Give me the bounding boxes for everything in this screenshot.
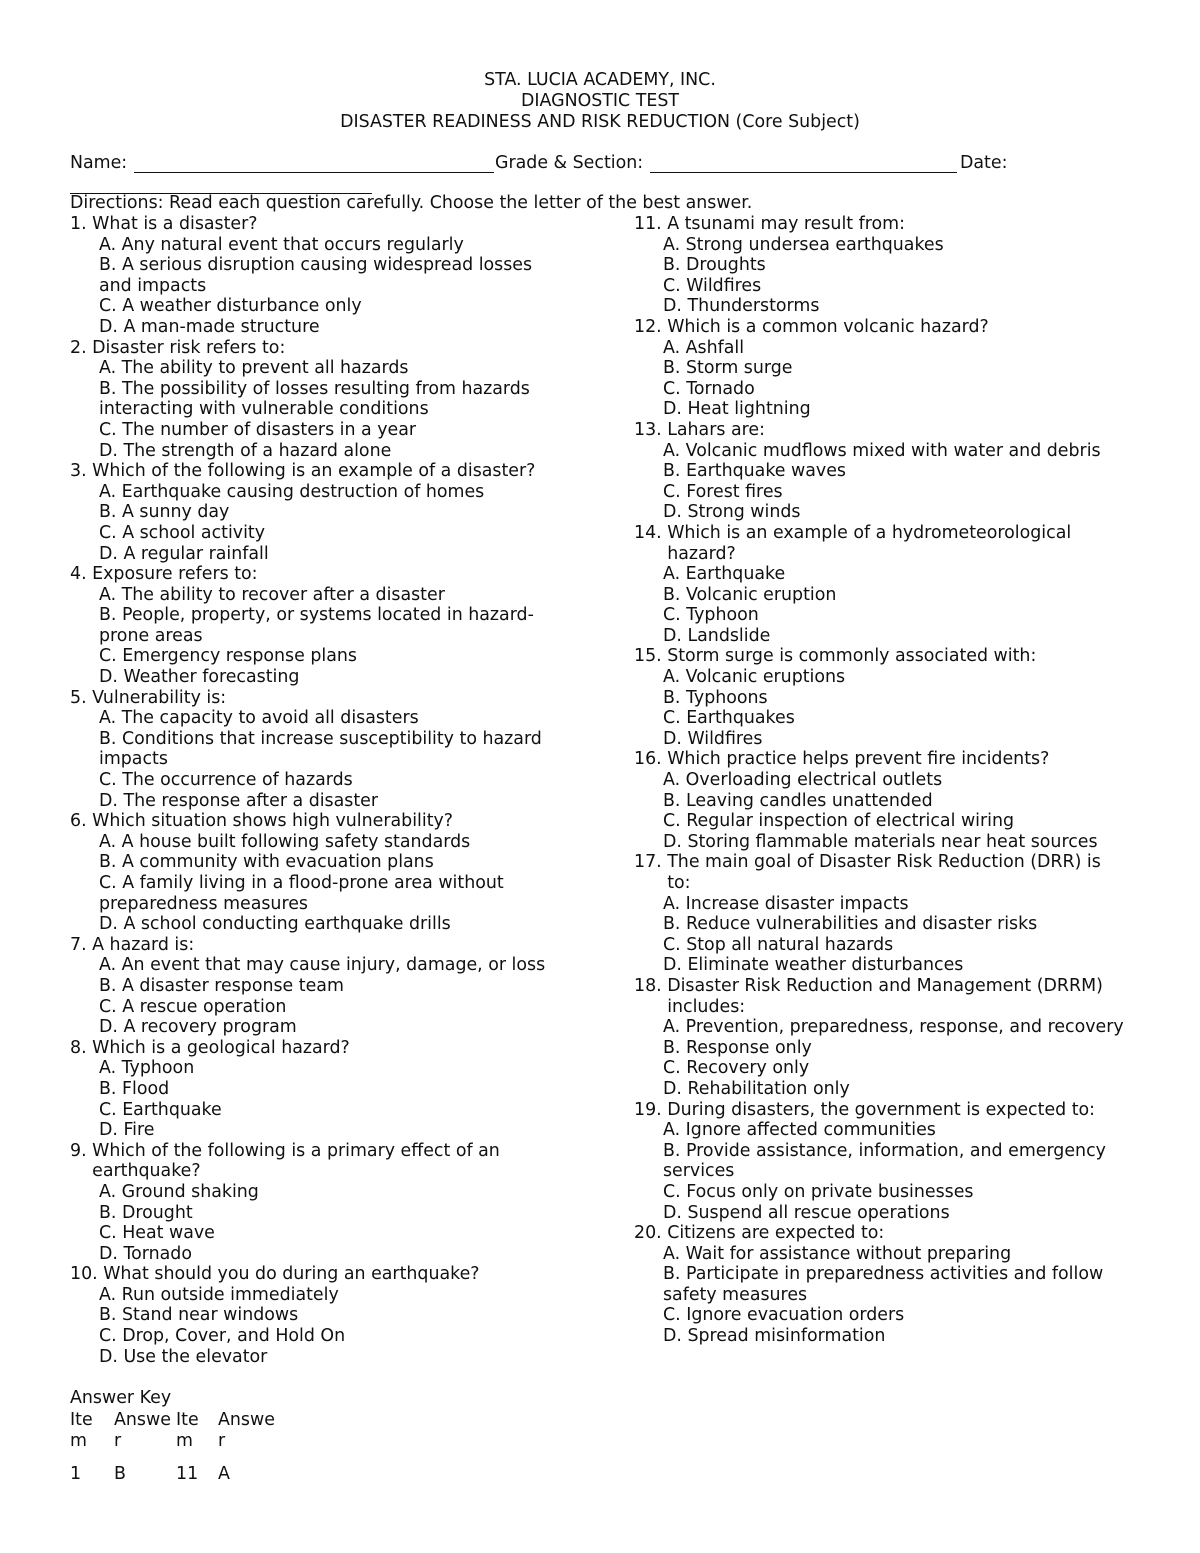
question-text: What is a disaster? bbox=[92, 214, 258, 234]
question-text: Which is a common volcanic hazard? bbox=[667, 316, 989, 337]
question-stem-row bbox=[634, 317, 1124, 338]
question-stem-row bbox=[634, 976, 1124, 1017]
question-text: Citizens are expected to: bbox=[667, 1223, 885, 1244]
question-text: During disasters, the government is expected to: bbox=[667, 1099, 1096, 1120]
date-label: Date: bbox=[960, 153, 1008, 173]
answer-option: B. Flood bbox=[99, 1078, 170, 1099]
answer-option: D. Weather forecasting bbox=[99, 667, 300, 688]
question-item bbox=[634, 852, 1124, 976]
answer-option: B. Reduce vulnerabilities and disaster risks bbox=[663, 914, 1038, 935]
answer-option: D. Fire bbox=[99, 1120, 155, 1141]
question-number: 18. bbox=[634, 975, 668, 996]
answer-option: C. A family living in a flood-prone area without preparedness measures bbox=[99, 873, 504, 914]
question-item bbox=[70, 1038, 560, 1141]
question-item bbox=[70, 214, 560, 338]
answer-option: C. Heat wave bbox=[99, 1223, 215, 1244]
answer-option: A. Ignore affected communities bbox=[663, 1120, 936, 1141]
question-text: Disaster Risk Reduction and Management (DRRM) includes: bbox=[667, 975, 1103, 1017]
question-number: 17. bbox=[634, 852, 668, 873]
answer-option: B. Participate in preparedness activities and follow safety measures bbox=[663, 1264, 1104, 1305]
question-text: A tsunami may result from: bbox=[667, 214, 905, 234]
question-number: 9. bbox=[70, 1140, 93, 1161]
questions-column-right bbox=[634, 214, 1124, 1347]
answer-option: A. A house built following safety standards bbox=[99, 831, 471, 852]
answer-option: D. Wildfires bbox=[663, 728, 763, 749]
answer-option: C. Emergency response plans bbox=[99, 646, 357, 667]
question-item bbox=[634, 1100, 1124, 1224]
question-item bbox=[70, 461, 560, 564]
question-number: 10. bbox=[70, 1264, 104, 1285]
answer-option: D. A school conducting earthquake drills bbox=[99, 914, 451, 935]
question-stem-row bbox=[634, 420, 1124, 441]
answer-option: A. Wait for assistance without preparing bbox=[663, 1243, 1012, 1264]
answer-option: A. Any natural event that occurs regularly bbox=[99, 234, 464, 255]
question-number: 4. bbox=[70, 564, 93, 585]
question-item bbox=[634, 317, 1124, 420]
question-text: Which of the following is an example of a disaster? bbox=[92, 461, 536, 482]
answer-option: B. Conditions that increase susceptibility to hazard impacts bbox=[99, 728, 542, 770]
answer-option: D. Storing flammable materials near heat sources bbox=[663, 831, 1098, 852]
name-label: Name: bbox=[70, 153, 128, 173]
answer-key-title: Answer Key bbox=[70, 1388, 172, 1408]
answer-option: C. The number of disasters in a year bbox=[99, 419, 417, 440]
question-item bbox=[70, 564, 560, 688]
answer-option: B. Earthquake waves bbox=[663, 461, 846, 482]
test-title: DIAGNOSTIC TEST bbox=[520, 91, 680, 111]
grade-section-label: Grade & Section: bbox=[495, 153, 644, 173]
answer-option: A. Typhoon bbox=[99, 1058, 195, 1079]
answer-option: D. Use the elevator bbox=[99, 1346, 268, 1367]
question-stem-row bbox=[634, 523, 1124, 564]
question-number: 11. bbox=[634, 214, 668, 234]
answer-key-header: Ite m bbox=[176, 1410, 199, 1451]
question-text: A hazard is: bbox=[92, 934, 195, 955]
question-stem-row bbox=[634, 646, 1124, 667]
answer-option: D. Rehabilitation only bbox=[663, 1078, 850, 1099]
question-text: Lahars are: bbox=[667, 419, 765, 440]
question-item bbox=[634, 1223, 1124, 1347]
answer-option: D. Tornado bbox=[99, 1243, 192, 1264]
question-number: 12. bbox=[634, 316, 668, 337]
answer-option: D. Landslide bbox=[663, 625, 771, 646]
answer-option: D. The strength of a hazard alone bbox=[99, 440, 392, 461]
question-number: 14. bbox=[634, 522, 668, 543]
answer-option: B. Drought bbox=[99, 1202, 193, 1223]
question-text: The main goal of Disaster Risk Reduction (DRR) is to: bbox=[667, 852, 1101, 893]
question-stem-row bbox=[70, 688, 560, 709]
question-number: 16. bbox=[634, 749, 668, 770]
question-text: Which practice helps prevent fire incidents? bbox=[667, 749, 1050, 770]
answer-option: A. The capacity to avoid all disasters bbox=[99, 708, 419, 729]
question-stem-row bbox=[634, 1223, 1124, 1244]
answer-option: D. The response after a disaster bbox=[99, 790, 379, 811]
answer-option: C. Stop all natural hazards bbox=[663, 934, 894, 955]
question-text: What should you do during an earthquake? bbox=[103, 1264, 480, 1285]
question-stem-row bbox=[634, 749, 1124, 770]
answer-option: C. Recovery only bbox=[663, 1058, 810, 1079]
question-number: 19. bbox=[634, 1099, 668, 1120]
answer-option: C. A weather disturbance only bbox=[99, 296, 362, 317]
answer-key-cell: 1 bbox=[70, 1464, 82, 1484]
answer-option: C. Ignore evacuation orders bbox=[663, 1305, 905, 1326]
question-stem-row bbox=[70, 338, 560, 359]
question-stem-row bbox=[70, 461, 560, 482]
question-stem-row bbox=[70, 1264, 560, 1285]
answer-option: C. Typhoon bbox=[663, 605, 759, 626]
answer-option: C. Earthquake bbox=[99, 1099, 222, 1120]
question-stem-row bbox=[70, 1141, 560, 1182]
question-number: 3. bbox=[70, 461, 93, 482]
question-stem-row bbox=[70, 1038, 560, 1059]
answer-option: C. The occurrence of hazards bbox=[99, 770, 353, 791]
question-item bbox=[70, 811, 560, 935]
answer-option: A. Prevention, preparedness, response, and recovery bbox=[663, 1017, 1124, 1038]
answer-option: B. A sunny day bbox=[99, 502, 230, 523]
questions-column-left bbox=[70, 214, 560, 1367]
grade-section-blank[interactable] bbox=[650, 172, 957, 173]
answer-option: A. An event that may cause injury, damage, or loss bbox=[99, 955, 546, 976]
question-text: Which is a geological hazard? bbox=[92, 1037, 350, 1058]
question-stem-row bbox=[634, 1100, 1124, 1121]
answer-option: C. Regular inspection of electrical wiring bbox=[663, 811, 1015, 832]
answer-option: B. Volcanic eruption bbox=[663, 584, 837, 605]
answer-option: B. Stand near windows bbox=[99, 1305, 299, 1326]
answer-option: A. Ground shaking bbox=[99, 1181, 259, 1202]
answer-option: C. Wildfires bbox=[663, 275, 762, 296]
answer-option: A. Overloading electrical outlets bbox=[663, 770, 943, 791]
answer-option: C. Earthquakes bbox=[663, 708, 795, 729]
question-item bbox=[70, 1264, 560, 1367]
question-stem-row bbox=[634, 214, 1124, 235]
answer-key-header: Answe r bbox=[114, 1410, 171, 1451]
answer-option: D. A man-made structure bbox=[99, 316, 320, 337]
question-item bbox=[70, 338, 560, 462]
answer-option: D. Suspend all rescue operations bbox=[663, 1202, 950, 1223]
student-info-line bbox=[70, 152, 1130, 174]
question-stem-row bbox=[70, 935, 560, 956]
answer-option: A. The ability to prevent all hazards bbox=[99, 358, 409, 379]
answer-option: B. Provide assistance, information, and emergency services bbox=[663, 1140, 1106, 1182]
question-stem-row bbox=[634, 852, 1124, 893]
question-item bbox=[634, 749, 1124, 852]
answer-key-cell: B bbox=[114, 1464, 126, 1484]
answer-option: D. Heat lightning bbox=[663, 399, 811, 420]
answer-option: B. The possibility of losses resulting from hazards interacting with vulnerable conditions bbox=[99, 378, 530, 420]
answer-key-header: Ite m bbox=[70, 1410, 93, 1451]
answer-option: C. Focus only on private businesses bbox=[663, 1181, 974, 1202]
answer-option: B. A disaster response team bbox=[99, 975, 344, 996]
question-item bbox=[634, 523, 1124, 647]
answer-option: A. Volcanic mudflows mixed with water and debris bbox=[663, 440, 1101, 461]
answer-option: B. A serious disruption causing widespread losses and impacts bbox=[99, 255, 533, 296]
question-number: 5. bbox=[70, 687, 93, 708]
answer-option: A. Volcanic eruptions bbox=[663, 667, 846, 688]
answer-option: D. Thunderstorms bbox=[663, 296, 820, 317]
question-number: 7. bbox=[70, 934, 93, 955]
answer-option: B. Droughts bbox=[663, 255, 766, 276]
answer-option: A. Increase disaster impacts bbox=[663, 893, 909, 914]
answer-key-table bbox=[70, 1409, 330, 1489]
question-item bbox=[634, 976, 1124, 1100]
answer-option: B. Response only bbox=[663, 1037, 812, 1058]
question-item bbox=[70, 1141, 560, 1265]
subject-title: DISASTER READINESS AND RISK REDUCTION (Core Subject) bbox=[340, 112, 860, 132]
question-text: Which is an example of a hydrometeorological hazard? bbox=[667, 522, 1072, 564]
question-text: Vulnerability is: bbox=[92, 687, 227, 708]
question-stem-row bbox=[70, 811, 560, 832]
school-name: STA. LUCIA ACADEMY, INC. bbox=[484, 70, 716, 90]
question-stem-row bbox=[70, 564, 560, 585]
document-header bbox=[70, 70, 1130, 133]
answer-option: A. Ashfall bbox=[663, 337, 745, 358]
question-stem-row bbox=[70, 214, 560, 235]
question-text: Which of the following is a primary effect of an earthquake? bbox=[92, 1140, 500, 1182]
question-text: Storm surge is commonly associated with: bbox=[667, 646, 1037, 667]
question-number: 20. bbox=[634, 1223, 668, 1244]
answer-option: C. Drop, Cover, and Hold On bbox=[99, 1326, 346, 1347]
question-item bbox=[634, 646, 1124, 749]
answer-option: D. Spread misinformation bbox=[663, 1326, 886, 1347]
answer-option: B. Leaving candles unattended bbox=[663, 790, 933, 811]
answer-option: C. Tornado bbox=[663, 378, 755, 399]
question-number: 2. bbox=[70, 337, 93, 358]
answer-option: D. Eliminate weather disturbances bbox=[663, 955, 964, 976]
answer-option: C. A school activity bbox=[99, 522, 266, 543]
question-number: 6. bbox=[70, 811, 93, 832]
question-text: Which situation shows high vulnerability? bbox=[92, 811, 454, 832]
answer-option: C. Forest fires bbox=[663, 481, 783, 502]
answer-option: D. A recovery program bbox=[99, 1017, 297, 1038]
question-number: 15. bbox=[634, 646, 668, 667]
answer-option: C. A rescue operation bbox=[99, 996, 287, 1017]
question-item bbox=[634, 214, 1124, 317]
question-number: 8. bbox=[70, 1037, 93, 1058]
answer-key-cell: A bbox=[218, 1464, 230, 1484]
answer-key-header: Answe r bbox=[218, 1410, 275, 1451]
question-text: Exposure refers to: bbox=[92, 564, 258, 585]
answer-option: B. People, property, or systems located in hazard-prone areas bbox=[99, 605, 534, 646]
answer-key bbox=[70, 1388, 330, 1489]
question-text: Disaster risk refers to: bbox=[92, 337, 286, 358]
answer-option: A. The ability to recover after a disaster bbox=[99, 584, 445, 605]
name-blank[interactable] bbox=[134, 172, 494, 173]
question-item bbox=[70, 935, 560, 1038]
answer-option: B. A community with evacuation plans bbox=[99, 852, 434, 873]
directions: Directions: Read each question carefully. Choose the letter of the best answer. bbox=[70, 193, 753, 213]
answer-option: A. Run outside immediately bbox=[99, 1284, 339, 1305]
answer-option: B. Storm surge bbox=[663, 358, 793, 379]
answer-option: A. Earthquake causing destruction of homes bbox=[99, 481, 485, 502]
question-number: 13. bbox=[634, 419, 668, 440]
answer-option: A. Earthquake bbox=[663, 564, 786, 585]
question-item bbox=[634, 420, 1124, 523]
answer-option: D. A regular rainfall bbox=[99, 543, 269, 564]
answer-key-cell: 11 bbox=[176, 1464, 199, 1484]
question-number: 1. bbox=[70, 214, 93, 234]
answer-option: A. Strong undersea earthquakes bbox=[663, 234, 944, 255]
answer-option: D. Strong winds bbox=[663, 502, 801, 523]
answer-option: B. Typhoons bbox=[663, 687, 768, 708]
question-item bbox=[70, 688, 560, 812]
